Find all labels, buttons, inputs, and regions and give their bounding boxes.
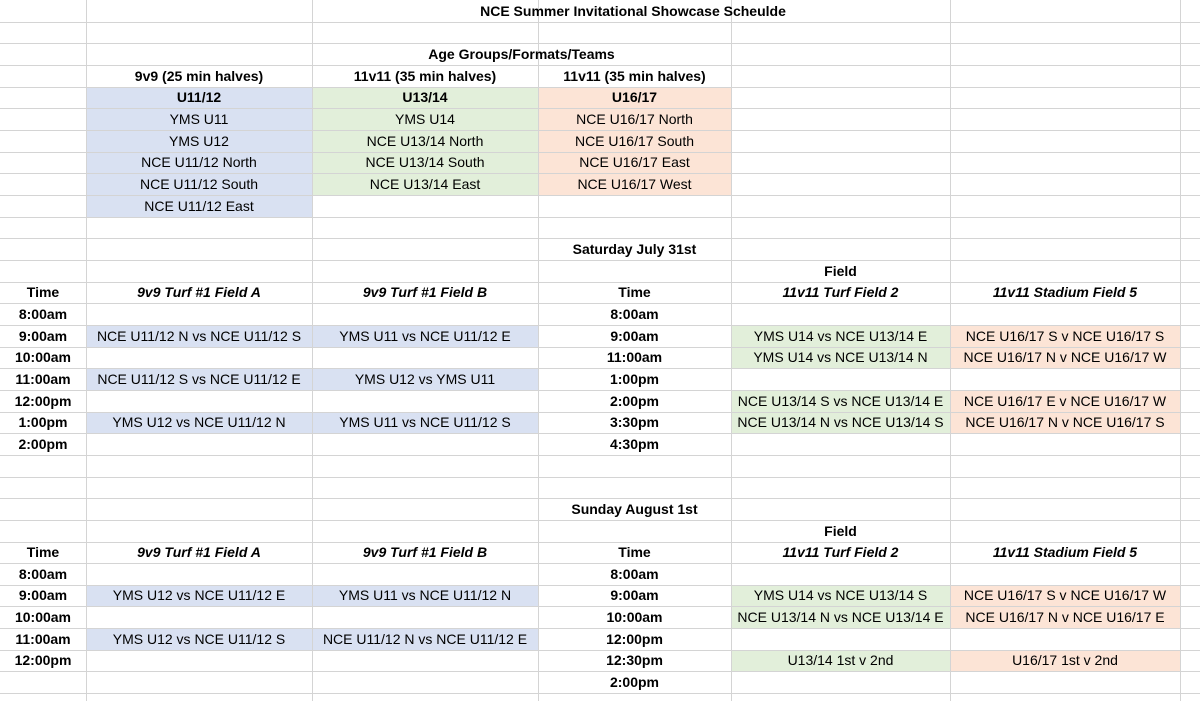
- time-slot[interactable]: 2:00pm: [609, 674, 660, 690]
- match-cell[interactable]: [731, 368, 950, 390]
- time-header[interactable]: Time: [618, 544, 651, 560]
- grid-row-line: [0, 455, 1200, 456]
- match-cell[interactable]: NCE U13/14 N vs NCE U13/14 S: [737, 414, 944, 430]
- match-cell[interactable]: [731, 628, 950, 650]
- match-cell[interactable]: [86, 390, 312, 412]
- time-slot[interactable]: 3:30pm: [609, 414, 660, 430]
- time-slot[interactable]: 1:00pm: [18, 414, 68, 430]
- match-cell[interactable]: [86, 563, 312, 585]
- field-2-header[interactable]: 11v11 Turf Field 2: [782, 544, 899, 560]
- time-slot[interactable]: 2:00pm: [609, 393, 660, 409]
- time-slot[interactable]: 1:00pm: [609, 371, 660, 387]
- field-b-header[interactable]: 9v9 Turf #1 Field B: [362, 544, 488, 560]
- match-cell[interactable]: [950, 368, 1180, 390]
- match-cell[interactable]: [950, 303, 1180, 325]
- match-cell[interactable]: NCE U16/17 E v NCE U16/17 W: [963, 393, 1167, 409]
- field-5-header[interactable]: 11v11 Stadium Field 5: [992, 544, 1138, 560]
- time-slot[interactable]: 10:00am: [606, 609, 663, 625]
- match-cell[interactable]: NCE U13/14 N vs NCE U13/14 E: [737, 609, 944, 625]
- match-cell[interactable]: [312, 671, 538, 693]
- field-a-header[interactable]: 9v9 Turf #1 Field A: [137, 284, 261, 300]
- match-cell[interactable]: [86, 671, 312, 693]
- team-name[interactable]: NCE U13/14 East: [369, 176, 481, 192]
- time-slot[interactable]: [0, 671, 86, 693]
- team-name[interactable]: NCE U13/14 North: [366, 133, 484, 149]
- match-cell[interactable]: NCE U16/17 S v NCE U16/17 S: [965, 328, 1165, 344]
- match-cell[interactable]: U16/17 1st v 2nd: [1012, 652, 1118, 668]
- match-cell[interactable]: U13/14 1st v 2nd: [787, 652, 894, 668]
- time-header[interactable]: Time: [26, 544, 60, 560]
- field-label[interactable]: Field: [824, 263, 857, 279]
- match-cell[interactable]: [86, 433, 312, 455]
- match-cell[interactable]: YMS U12 vs NCE U11/12 E: [112, 587, 286, 603]
- time-slot[interactable]: 8:00am: [610, 566, 659, 582]
- team-name[interactable]: YMS U12: [169, 133, 229, 149]
- time-slot[interactable]: 11:00am: [606, 349, 663, 365]
- match-cell[interactable]: [312, 390, 538, 412]
- group-name[interactable]: U16/17: [611, 89, 658, 105]
- match-cell[interactable]: [312, 303, 538, 325]
- group-name[interactable]: U11/12: [176, 89, 222, 105]
- grid-row-line: [0, 260, 1200, 261]
- match-cell[interactable]: NCE U13/14 S vs NCE U13/14 E: [737, 393, 944, 409]
- time-slot[interactable]: 8:00am: [18, 306, 68, 322]
- team-name[interactable]: NCE U16/17 West: [577, 176, 692, 192]
- match-cell[interactable]: YMS U11 vs NCE U11/12 E: [339, 328, 511, 344]
- grid-column-line: [1180, 0, 1181, 701]
- match-cell[interactable]: [312, 650, 538, 671]
- match-cell[interactable]: [86, 606, 312, 628]
- match-cell[interactable]: [731, 433, 950, 455]
- field-label[interactable]: Field: [824, 523, 857, 539]
- match-cell[interactable]: [86, 650, 312, 671]
- team-name[interactable]: NCE U13/14 South: [365, 154, 485, 170]
- time-slot[interactable]: 2:00pm: [18, 436, 68, 452]
- match-cell[interactable]: NCE U11/12 N vs NCE U11/12 S: [96, 328, 302, 344]
- time-slot[interactable]: 8:00am: [18, 566, 68, 582]
- team-name[interactable]: YMS U14: [395, 111, 455, 127]
- match-cell[interactable]: NCE U11/12 N vs NCE U11/12 E: [322, 631, 528, 647]
- match-cell[interactable]: YMS U12 vs NCE U11/12 N: [112, 414, 286, 430]
- time-slot[interactable]: 11:00am: [15, 371, 71, 387]
- time-slot[interactable]: 12:00pm: [14, 652, 72, 668]
- day-heading[interactable]: Saturday July 31st: [572, 241, 697, 257]
- team-name[interactable]: NCE U11/12 East: [144, 198, 254, 214]
- group-name[interactable]: U13/14: [402, 89, 448, 105]
- sheet-title[interactable]: NCE Summer Invitational Showcase Scheulde: [480, 3, 786, 19]
- time-slot[interactable]: 8:00am: [610, 306, 659, 322]
- match-cell[interactable]: YMS U14 vs NCE U13/14 E: [753, 328, 928, 344]
- match-cell[interactable]: [950, 563, 1180, 585]
- grid-row-line: [0, 22, 1200, 23]
- team-name[interactable]: YMS U11: [169, 111, 229, 127]
- group-format-label[interactable]: 11v11 (35 min halves): [563, 68, 706, 84]
- match-cell[interactable]: [731, 671, 950, 693]
- match-cell[interactable]: YMS U14 vs NCE U13/14 N: [753, 349, 928, 365]
- match-cell[interactable]: [950, 628, 1180, 650]
- match-cell[interactable]: [86, 303, 312, 325]
- team-name[interactable]: NCE U16/17 South: [574, 133, 695, 149]
- grid-row-line: [0, 477, 1200, 478]
- match-cell[interactable]: [312, 433, 538, 455]
- match-cell[interactable]: [950, 433, 1180, 455]
- match-cell[interactable]: YMS U12 vs NCE U11/12 S: [112, 631, 286, 647]
- match-cell[interactable]: YMS U11 vs NCE U11/12 S: [339, 414, 511, 430]
- grid-row-line: [0, 520, 1200, 521]
- match-cell[interactable]: YMS U12 vs YMS U11: [354, 371, 496, 387]
- match-cell[interactable]: [312, 563, 538, 585]
- match-cell[interactable]: [86, 347, 312, 368]
- time-header[interactable]: Time: [26, 284, 60, 300]
- field-a-header[interactable]: 9v9 Turf #1 Field A: [137, 544, 261, 560]
- team-name[interactable]: NCE U16/17 East: [579, 154, 690, 170]
- team-name[interactable]: NCE U16/17 North: [576, 111, 693, 127]
- time-header[interactable]: Time: [618, 284, 651, 300]
- match-cell[interactable]: NCE U16/17 N v NCE U16/17 W: [963, 349, 1167, 365]
- group-format-label[interactable]: 9v9 (25 min halves): [134, 68, 264, 84]
- time-slot[interactable]: 9:00am: [610, 587, 659, 603]
- match-cell[interactable]: NCE U11/12 S vs NCE U11/12 E: [97, 371, 301, 387]
- time-slot[interactable]: 12:00pm: [14, 393, 72, 409]
- field-5-header[interactable]: 11v11 Stadium Field 5: [992, 284, 1138, 300]
- match-cell[interactable]: YMS U14 vs NCE U13/14 S: [753, 587, 928, 603]
- time-slot[interactable]: 10:00am: [14, 349, 72, 365]
- field-2-header[interactable]: 11v11 Turf Field 2: [782, 284, 899, 300]
- time-slot[interactable]: 9:00am: [18, 587, 68, 603]
- team-name[interactable]: NCE U11/12 North: [141, 154, 257, 170]
- match-cell[interactable]: [731, 563, 950, 585]
- time-slot[interactable]: 10:00am: [14, 609, 72, 625]
- group-format-label[interactable]: 11v11 (35 min halves): [353, 68, 497, 84]
- grid-row-line: [0, 693, 1200, 694]
- match-cell[interactable]: [950, 671, 1180, 693]
- field-b-header[interactable]: 9v9 Turf #1 Field B: [362, 284, 488, 300]
- match-cell[interactable]: [731, 303, 950, 325]
- time-slot[interactable]: 12:30pm: [606, 652, 663, 668]
- team-name[interactable]: NCE U11/12 South: [139, 176, 259, 192]
- match-cell[interactable]: NCE U16/17 S v NCE U16/17 W: [963, 587, 1167, 603]
- time-slot[interactable]: 9:00am: [18, 328, 68, 344]
- match-cell[interactable]: NCE U16/17 N v NCE U16/17 E: [965, 609, 1165, 625]
- grid-row-line: [0, 217, 1200, 218]
- match-cell[interactable]: [312, 347, 538, 368]
- time-slot[interactable]: 11:00am: [15, 631, 71, 647]
- time-slot[interactable]: 4:30pm: [609, 436, 660, 452]
- match-cell[interactable]: YMS U11 vs NCE U11/12 N: [338, 587, 512, 603]
- time-slot[interactable]: 9:00am: [610, 328, 659, 344]
- match-cell[interactable]: [312, 606, 538, 628]
- age-groups-heading[interactable]: Age Groups/Formats/Teams: [428, 46, 615, 62]
- day-heading[interactable]: Sunday August 1st: [571, 501, 698, 517]
- match-cell[interactable]: NCE U16/17 N v NCE U16/17 S: [965, 414, 1165, 430]
- time-slot[interactable]: 12:00pm: [606, 631, 663, 647]
